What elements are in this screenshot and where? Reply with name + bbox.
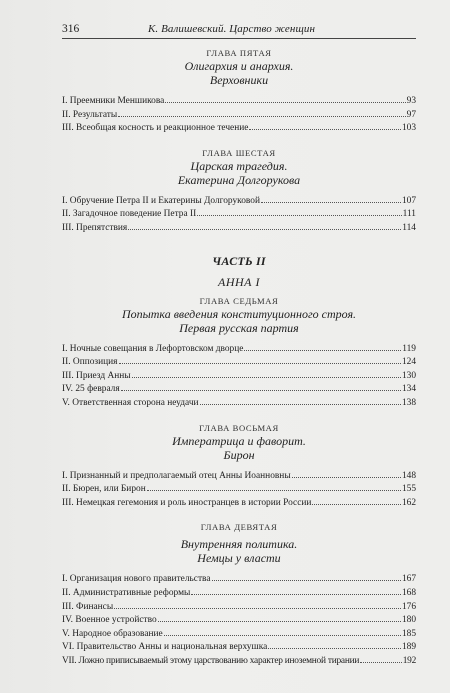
- toc-entry: [62, 356, 416, 370]
- leader-dots: [212, 579, 401, 581]
- entry-title: I. Ночные совещания в Лефортовском дворце: [62, 343, 244, 354]
- entry-title: III. Препятствия: [62, 222, 128, 233]
- entry-page: 93: [406, 96, 416, 106]
- toc-entry: [62, 109, 416, 123]
- entry-list: [62, 573, 416, 668]
- entry-list: [62, 195, 416, 236]
- toc-entry: [62, 208, 416, 222]
- entry-title: VII. Ложно приписываемый этому царствованию характер иноземной тирании: [62, 655, 360, 666]
- toc-entry: [62, 195, 416, 209]
- toc-entry: [62, 470, 416, 484]
- toc-entry: [62, 370, 416, 384]
- chapter-title-line: Верховники: [209, 73, 269, 87]
- chapter-label: ГЛАВА ДЕВЯТАЯ: [200, 522, 278, 533]
- entry-page: 103: [401, 123, 416, 134]
- toc-entry: [62, 641, 416, 655]
- toc-entry: [62, 628, 416, 642]
- leader-dots: [244, 349, 401, 351]
- entry-title: I. Организация нового правительства: [62, 574, 211, 585]
- chapter-label: ГЛАВА ПЯТАЯ: [206, 48, 272, 58]
- entry-page: 130: [401, 370, 416, 381]
- entry-page: 162: [401, 497, 416, 508]
- chapter-title-line: Екатерина Долгорукова: [177, 172, 301, 187]
- entry-title: I. Обручение Петра II и Екатерины Долгоруковой: [62, 195, 260, 206]
- chapter-9-block: [62, 522, 416, 668]
- entry-page: 111: [402, 209, 416, 220]
- part-heading: [62, 254, 416, 290]
- entry-title: II. Бюрен, или Бирон: [62, 484, 146, 495]
- chapter-title-line: Внутренняя политика.: [180, 537, 298, 552]
- part-label: ЧАСТЬ II: [212, 253, 266, 268]
- toc-entry: [62, 95, 416, 109]
- leader-dots: [147, 489, 401, 491]
- chapter-title-line: Царская трагедия.: [190, 158, 288, 173]
- chapter-6-block: [62, 148, 416, 236]
- leader-dots: [249, 128, 401, 130]
- leader-dots: [121, 389, 401, 391]
- part-name: АННА I: [218, 274, 260, 289]
- entry-title: III. Всеобщая косность и реакционное течение: [62, 123, 249, 134]
- toc-entry: [62, 122, 416, 136]
- entry-title: IV. Военное устройство: [62, 615, 157, 626]
- running-title: К. Валишевский. Царство женщин: [148, 23, 316, 35]
- leader-dots: [191, 593, 401, 595]
- leader-dots: [132, 376, 401, 378]
- entry-page: 185: [401, 628, 416, 639]
- chapter-title-line: Олигархия и анархия.: [184, 59, 294, 73]
- entry-title: V. Народное образование: [62, 628, 163, 639]
- entry-title: IV. 25 февраля: [62, 384, 120, 395]
- entry-title: II. Загадочное поведение Петра II: [62, 209, 197, 220]
- toc-entry: [62, 655, 416, 669]
- leader-dots: [360, 661, 402, 663]
- entry-page: 138: [401, 397, 416, 408]
- toc-entry: [62, 483, 416, 497]
- table-of-contents: [62, 48, 416, 668]
- toc-entry: [62, 222, 416, 236]
- leader-dots: [165, 101, 405, 103]
- chapter-label: ГЛАВА СЕДЬМАЯ: [199, 295, 279, 306]
- chapter-title-line: Императрица и фаворит.: [172, 433, 306, 448]
- running-header: [62, 22, 416, 39]
- entry-page: 114: [402, 222, 416, 233]
- entry-page: 119: [402, 343, 416, 354]
- chapter-7-block: [62, 296, 416, 411]
- entry-list: [62, 343, 416, 411]
- toc-entry: [62, 614, 416, 628]
- chapter-label: ГЛАВА ШЕСТАЯ: [202, 147, 276, 158]
- entry-title: II. Административные реформы: [62, 587, 191, 598]
- entry-list: [62, 470, 416, 511]
- entry-page: 176: [401, 601, 416, 612]
- leader-dots: [128, 228, 401, 230]
- chapter-title-line: Немцы у власти: [197, 551, 281, 566]
- toc-entry: [62, 601, 416, 615]
- entry-title: III. Финансы: [62, 601, 114, 612]
- toc-entry: [62, 587, 416, 601]
- entry-title: VI. Правительство Анны и национальная верхушка: [62, 642, 268, 653]
- entry-page: 168: [401, 587, 416, 598]
- leader-dots: [119, 362, 401, 364]
- entry-title: III. Приезд Анны: [62, 370, 131, 381]
- entry-title: III. Немецкая гегемония и роль иностранцев в истории России: [62, 497, 312, 508]
- entry-page: 189: [401, 642, 416, 653]
- entry-page: 155: [401, 484, 416, 495]
- entry-page: 107: [401, 195, 416, 206]
- leader-dots: [292, 476, 401, 478]
- entry-page: 134: [401, 384, 416, 395]
- entry-title: II. Результаты: [62, 109, 118, 120]
- leader-dots: [114, 607, 401, 609]
- entry-title: I. Признанный и предполагаемый отец Анны Иоанновны: [62, 470, 291, 481]
- chapter-title-line: Бирон: [223, 447, 255, 462]
- page-number: 316: [62, 23, 80, 35]
- leader-dots: [268, 647, 401, 649]
- leader-dots: [118, 115, 405, 117]
- entry-page: 97: [406, 109, 416, 120]
- toc-entry: [62, 343, 416, 357]
- leader-dots: [312, 503, 401, 505]
- entry-title: II. Оппозиция: [62, 357, 118, 368]
- entry-page: 192: [402, 655, 416, 666]
- entry-list: [62, 95, 416, 136]
- leader-dots: [200, 403, 401, 405]
- leader-dots: [197, 214, 401, 216]
- entry-page: 180: [401, 615, 416, 626]
- toc-entry: [62, 573, 416, 587]
- entry-title: I. Преемники Меншикова: [62, 96, 165, 106]
- entry-title: V. Ответственная сторона неудачи: [62, 397, 199, 408]
- chapter-5-block: [62, 48, 416, 136]
- entry-page: 124: [401, 357, 416, 368]
- chapter-8-block: [62, 423, 416, 511]
- toc-entry: [62, 383, 416, 397]
- toc-entry: [62, 397, 416, 411]
- leader-dots: [261, 201, 401, 203]
- chapter-title-line: Первая русская партия: [179, 320, 299, 335]
- entry-page: 148: [401, 470, 416, 481]
- chapter-label: ГЛАВА ВОСЬМАЯ: [199, 422, 279, 433]
- leader-dots: [164, 634, 401, 636]
- toc-entry: [62, 497, 416, 511]
- entry-page: 167: [401, 574, 416, 585]
- leader-dots: [158, 620, 401, 622]
- chapter-title-line: Попытка введения конституционного строя.: [121, 306, 357, 321]
